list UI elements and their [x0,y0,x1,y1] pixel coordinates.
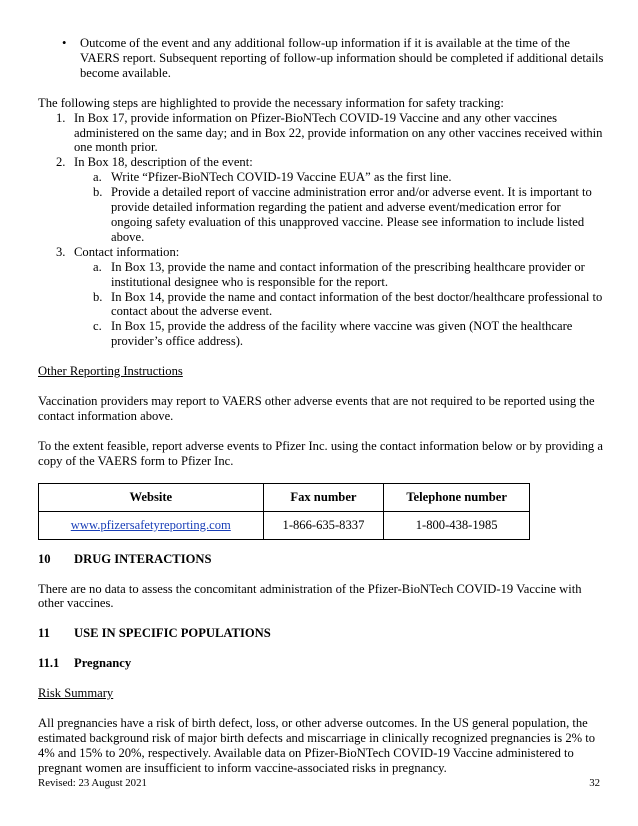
step-number: 2. [56,155,66,170]
step-3-sub-b [38,290,604,320]
sub-text: Write “Pfizer-BioNTech COVID-19 Vaccine EUA” as the first line. [111,170,452,185]
section-10-heading [38,552,604,567]
section-number: 11.1 [38,656,60,671]
bullet-symbol: • [62,36,67,50]
section-11-heading [38,626,604,641]
sub-letter: c. [93,319,102,334]
bullet-item [38,36,604,81]
section-number: 11 [38,626,50,641]
section-title: Pregnancy [74,656,132,671]
revision-date: Revised: 23 August 2021 [38,777,147,789]
step-number: 1. [56,110,66,125]
step-2-sub-a [38,170,604,185]
bullet-text: Outcome of the event and any additional follow-up information if it is available at the time of the VAERS report. Subsequent reporting of follow-up information should be completed if additional details become available. [80,36,604,80]
step-1 [38,111,604,156]
other-reporting-paragraph-1: Vaccination providers may report to VAERS other adverse events that are not required to be reported using the contact information above. [38,394,595,423]
section-10-text: There are no data to assess the concomitant administration of the Pfizer-BioNTech COVID-19 Vaccine with other vaccines. [38,581,582,611]
sub-text: In Box 13, provide the name and contact information of the prescribing healthcare provider or institutional designee who is responsible for the report. [111,259,585,289]
step-2-sub-b [38,185,604,245]
sub-text: Provide a detailed report of vaccine administration error and/or adverse event. It is important to provide detailed information regarding the patient and adverse event/medication error for ongoing safety evaluation of this unapproved vaccine. Please see information to include listed above. [111,185,592,244]
step-text: In Box 17, provide information on Pfizer-BioNTech COVID-19 Vaccine and any other vaccines administered on the same day; and in Box 22, provide information on any other vaccines received within one month prior. [74,110,603,155]
risk-summary-text: All pregnancies have a risk of birth defect, loss, or other adverse outcomes. In the US general population, the estimated background risk of major birth defects and miscarriage in clinically recognized pregnancies is 2% to 4% and 15% to 20%, respectively. Available data on Pfizer-BioNTech COVID-19 Vaccine administered to pregnant women are insufficient to inform vaccine-associated risks in pregnancy. [38,716,596,775]
telephone-number: 1-800-438-1985 [384,511,530,539]
sub-letter: a. [93,170,102,185]
risk-summary-heading: Risk Summary [38,686,114,701]
website-link[interactable]: www.pfizersafetyreporting.com [39,511,264,539]
sub-letter: b. [93,289,103,304]
step-number: 3. [56,244,66,259]
step-3-sub-c [38,319,604,349]
step-text: In Box 18, description of the event: [74,155,253,170]
section-11-1-heading [38,656,604,671]
step-text: Contact information: [74,244,180,259]
header-telephone: Telephone number [384,483,530,511]
section-title: DRUG INTERACTIONS [74,551,212,566]
other-reporting-heading: Other Reporting Instructions [38,364,183,379]
page-footer [38,776,600,791]
sub-letter: a. [93,259,102,274]
sub-letter: b. [93,185,103,200]
section-number: 10 [38,551,51,566]
steps-intro: The following steps are highlighted to provide the necessary information for safety tracking: [38,95,504,110]
table-header-row [39,483,530,511]
header-website: Website [39,483,264,511]
document-page [38,36,604,776]
header-fax: Fax number [263,483,384,511]
table-row [39,511,530,539]
step-3-sub-a [38,260,604,290]
contact-table [38,483,530,540]
sub-text: In Box 15, provide the address of the facility where vaccine was given (NOT the healthcare provider’s office address). [111,319,573,349]
sub-text: In Box 14, provide the name and contact information of the best doctor/healthcare professional to contact about the adverse event. [111,289,603,319]
page-number: 32 [589,777,600,789]
other-reporting-paragraph-2: To the extent feasible, report adverse events to Pfizer Inc. using the contact information below or by providing a copy of the VAERS form to Pfizer Inc. [38,438,603,468]
fax-number: 1-866-635-8337 [263,511,384,539]
step-2 [38,155,604,170]
step-3 [38,245,604,260]
section-title: USE IN SPECIFIC POPULATIONS [74,626,271,641]
